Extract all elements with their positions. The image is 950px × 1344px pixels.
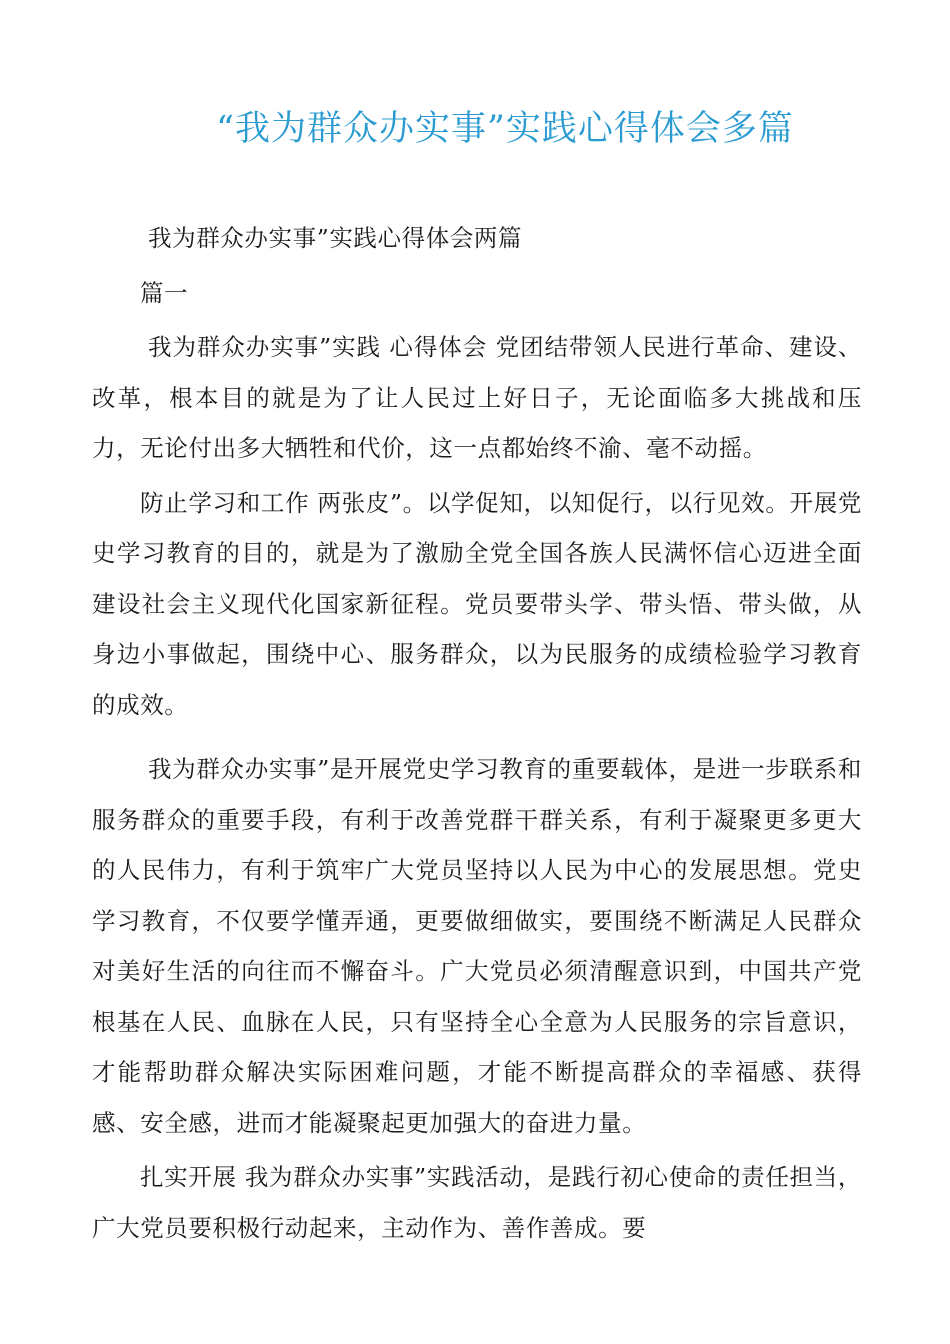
document-body (92, 213, 862, 1253)
paragraph-4: 扎实开展 我为群众办实事”实践活动，是践行初心使命的责任担当，广大党员要积极行动起来，主动作为、善作善成。要 (92, 1163, 862, 1242)
paragraph-2: 防止学习和工作 两张皮”。以学促知，以知促行，以行见效。开展党史学习教育的目的，就是为了激励全党全国各族人民满怀信心迈进全面建设社会主义现代化国家新征程。党员要带头学、带头悟、带头做，从身边小事做起，围绕中心、服务群众，以为民服务的成绩检验学习教育的成效。 (92, 488, 862, 719)
document-title: “我为群众办实事”实践心得体会多篇 (216, 109, 794, 149)
paragraph-1: 我为群众办实事”实践 心得体会 党团结带领人民进行革命、建设、改革，根本目的就是为了让人民过上好日子，无论面临多大挑战和压力，无论付出多大牺牲和代价，这一点都始终不渝、毫不动摇。 (92, 333, 862, 462)
document-subtitle: 我为群众办实事”实践心得体会两篇 (148, 224, 523, 252)
section-label: 篇一 (140, 278, 189, 307)
paragraph-3: 我为群众办实事”是开展党史学习教育的重要载体，是进一步联系和服务群众的重要手段，有利于改善党群干群关系，有利于凝聚更多更大的人民伟力，有利于筑牢广大党员坚持以人民为中心的发展思想。党史学习教育，不仅要学懂弄通，更要做细做实，要围绕不断满足人民群众对美好生活的向往而不懈奋斗。广大党员必须清醒意识到，中国共产党根基在人民、血脉在人民，只有坚持全心全意为人民服务的宗旨意识，才能帮助群众解决实际困难问题，才能不断提高群众的幸福感、获得感、安全感，进而才能凝聚起更加强大的奋进力量。 (92, 755, 862, 1137)
